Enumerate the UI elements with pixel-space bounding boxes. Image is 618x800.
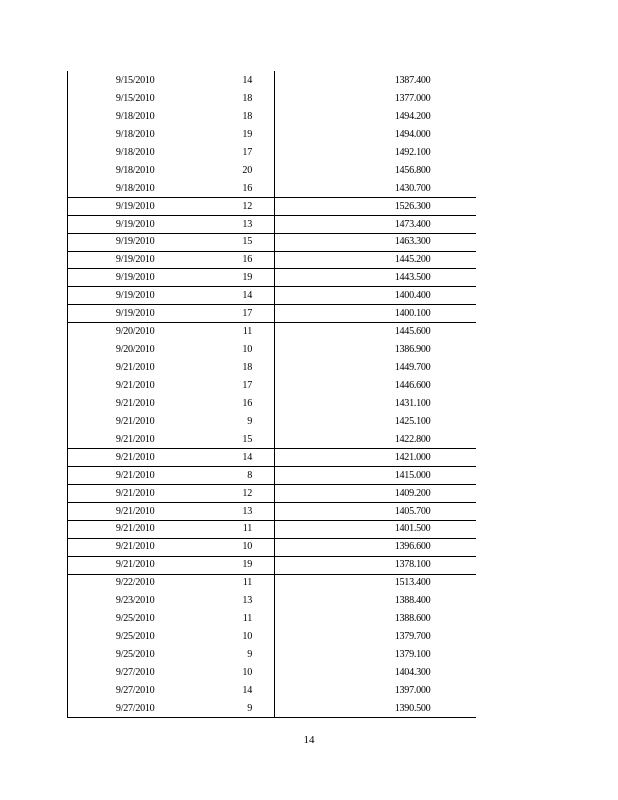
- value-cell: 1494.200: [394, 109, 431, 122]
- count-cell: 18: [242, 361, 252, 373]
- count-cell: 19: [242, 271, 252, 284]
- date-cell: 9/21/2010: [115, 504, 155, 517]
- count-cell: 10: [242, 665, 252, 678]
- date-cell: 9/21/2010: [115, 396, 155, 409]
- row-rule: [68, 251, 476, 252]
- table-row: [68, 466, 476, 484]
- table-row: [68, 448, 476, 466]
- count-cell: 14: [242, 683, 252, 696]
- value-cell: 1388.600: [394, 612, 431, 625]
- value-cell: 1415.000: [394, 468, 431, 481]
- table-row: [68, 573, 476, 591]
- count-cell: 10: [242, 630, 252, 643]
- table-row: [68, 645, 476, 663]
- count-cell: 11: [242, 612, 252, 625]
- value-cell: 1387.400: [394, 74, 431, 86]
- date-cell: 9/19/2010: [115, 289, 155, 302]
- table-row: [68, 71, 476, 89]
- count-cell: 16: [242, 396, 252, 409]
- table-row: [68, 627, 476, 645]
- count-cell: 14: [242, 289, 252, 302]
- count-cell: 14: [242, 450, 252, 463]
- value-cell: 1526.300: [394, 199, 431, 212]
- date-cell: 9/18/2010: [115, 109, 155, 122]
- table-row: [68, 250, 476, 268]
- date-cell: 9/19/2010: [115, 235, 155, 248]
- row-rule: [68, 484, 476, 485]
- count-cell: 11: [242, 522, 252, 535]
- count-cell: 12: [242, 199, 252, 212]
- date-cell: 9/25/2010: [115, 630, 155, 643]
- value-cell: 1456.800: [394, 163, 431, 176]
- row-rule: [68, 197, 476, 198]
- date-cell: 9/21/2010: [115, 522, 155, 535]
- data-table: [67, 71, 476, 718]
- page-number: 14: [303, 734, 315, 746]
- date-cell: 9/23/2010: [115, 594, 155, 607]
- date-cell: 9/19/2010: [115, 271, 155, 284]
- value-cell: 1379.100: [394, 648, 431, 660]
- count-cell: 10: [242, 540, 252, 553]
- date-cell: 9/21/2010: [115, 378, 155, 391]
- count-cell: 17: [242, 378, 252, 391]
- table-row: [68, 537, 476, 555]
- count-cell: 12: [242, 486, 252, 499]
- count-cell: 19: [242, 127, 252, 140]
- value-cell: 1445.200: [394, 253, 431, 266]
- count-cell: 13: [242, 217, 252, 230]
- date-cell: 9/18/2010: [115, 163, 155, 176]
- value-cell: 1422.800: [394, 432, 431, 445]
- table-row: [68, 304, 476, 322]
- table-row: [68, 681, 476, 699]
- value-cell: 1421.000: [394, 450, 431, 463]
- date-cell: 9/25/2010: [115, 648, 155, 660]
- table-row: [68, 179, 476, 197]
- count-cell: 11: [242, 325, 252, 338]
- value-cell: 1513.400: [394, 576, 431, 589]
- value-cell: 1449.700: [394, 361, 431, 373]
- table-row: [68, 125, 476, 143]
- count-cell: 9: [247, 648, 252, 660]
- date-cell: 9/18/2010: [115, 181, 155, 194]
- value-cell: 1443.500: [394, 271, 431, 284]
- date-cell: 9/15/2010: [115, 91, 155, 104]
- count-cell: 20: [242, 163, 252, 176]
- date-cell: 9/18/2010: [115, 145, 155, 158]
- row-rule: [68, 215, 476, 216]
- value-cell: 1400.400: [394, 289, 431, 302]
- value-cell: 1400.100: [394, 307, 431, 320]
- count-cell: 15: [242, 432, 252, 445]
- date-cell: 9/21/2010: [115, 558, 155, 571]
- value-cell: 1396.600: [394, 540, 431, 553]
- count-cell: 18: [242, 91, 252, 104]
- date-cell: 9/21/2010: [115, 540, 155, 553]
- row-rule: [68, 520, 476, 521]
- date-cell: 9/20/2010: [115, 343, 155, 356]
- value-cell: 1388.400: [394, 594, 431, 607]
- date-cell: 9/21/2010: [115, 468, 155, 481]
- count-cell: 8: [247, 468, 252, 481]
- row-rule: [68, 466, 476, 467]
- date-cell: 9/27/2010: [115, 683, 155, 696]
- count-cell: 10: [242, 343, 252, 356]
- row-rule: [68, 538, 476, 539]
- table-row: [68, 484, 476, 502]
- count-cell: 13: [242, 504, 252, 517]
- date-cell: 9/18/2010: [115, 127, 155, 140]
- table-row: [68, 197, 476, 215]
- count-cell: 18: [242, 109, 252, 122]
- count-cell: 9: [247, 701, 252, 714]
- table-row: [68, 340, 476, 358]
- date-cell: 9/21/2010: [115, 414, 155, 427]
- row-rule: [68, 502, 476, 503]
- date-cell: 9/27/2010: [115, 665, 155, 678]
- table-row: [68, 591, 476, 609]
- value-cell: 1446.600: [394, 378, 431, 391]
- value-cell: 1401.500: [394, 522, 431, 535]
- value-cell: 1386.900: [394, 343, 431, 356]
- value-cell: 1425.100: [394, 414, 431, 427]
- row-rule: [68, 268, 476, 269]
- count-cell: 16: [242, 181, 252, 194]
- table-row: [68, 107, 476, 125]
- count-cell: 11: [242, 576, 252, 589]
- date-cell: 9/19/2010: [115, 307, 155, 320]
- count-cell: 9: [247, 414, 252, 427]
- table-row: [68, 699, 476, 717]
- count-cell: 15: [242, 235, 252, 248]
- row-rule: [68, 556, 476, 557]
- table-row: [68, 394, 476, 412]
- date-cell: 9/15/2010: [115, 74, 155, 86]
- date-cell: 9/21/2010: [115, 361, 155, 373]
- value-cell: 1404.300: [394, 665, 431, 678]
- date-cell: 9/19/2010: [115, 199, 155, 212]
- value-cell: 1390.500: [394, 701, 431, 714]
- row-rule: [68, 304, 476, 305]
- table-row: [68, 555, 476, 573]
- table-row: [68, 268, 476, 286]
- row-rule: [68, 233, 476, 234]
- value-cell: 1492.100: [394, 145, 431, 158]
- date-cell: 9/25/2010: [115, 612, 155, 625]
- date-cell: 9/20/2010: [115, 325, 155, 338]
- date-cell: 9/22/2010: [115, 576, 155, 589]
- count-cell: 17: [242, 307, 252, 320]
- value-cell: 1445.600: [394, 325, 431, 338]
- table-row: [68, 376, 476, 394]
- table-row: [68, 519, 476, 537]
- table-row: [68, 502, 476, 520]
- value-cell: 1463.300: [394, 235, 431, 248]
- value-cell: 1379.700: [394, 630, 431, 643]
- value-cell: 1409.200: [394, 486, 431, 499]
- table-row: [68, 286, 476, 304]
- value-cell: 1431.100: [394, 396, 431, 409]
- table-row: [68, 232, 476, 250]
- date-cell: 9/19/2010: [115, 217, 155, 230]
- count-cell: 16: [242, 253, 252, 266]
- table-row: [68, 143, 476, 161]
- value-cell: 1405.700: [394, 504, 431, 517]
- value-cell: 1473.400: [394, 217, 431, 230]
- count-cell: 14: [242, 74, 252, 86]
- value-cell: 1377.000: [394, 91, 431, 104]
- value-cell: 1378.100: [394, 558, 431, 571]
- table-row: [68, 215, 476, 233]
- row-rule: [68, 448, 476, 449]
- count-cell: 19: [242, 558, 252, 571]
- count-cell: 13: [242, 594, 252, 607]
- table-row: [68, 358, 476, 376]
- table-row: [68, 89, 476, 107]
- value-cell: 1397.000: [394, 683, 431, 696]
- table-row: [68, 322, 476, 340]
- date-cell: 9/19/2010: [115, 253, 155, 266]
- date-cell: 9/27/2010: [115, 701, 155, 714]
- table-row: [68, 412, 476, 430]
- date-cell: 9/21/2010: [115, 486, 155, 499]
- date-cell: 9/21/2010: [115, 450, 155, 463]
- value-cell: 1430.700: [394, 181, 431, 194]
- table-row: [68, 161, 476, 179]
- date-cell: 9/21/2010: [115, 432, 155, 445]
- count-cell: 17: [242, 145, 252, 158]
- table-row: [68, 663, 476, 681]
- value-cell: 1494.000: [394, 127, 431, 140]
- table-row: [68, 609, 476, 627]
- row-rule: [68, 286, 476, 287]
- table-row: [68, 430, 476, 448]
